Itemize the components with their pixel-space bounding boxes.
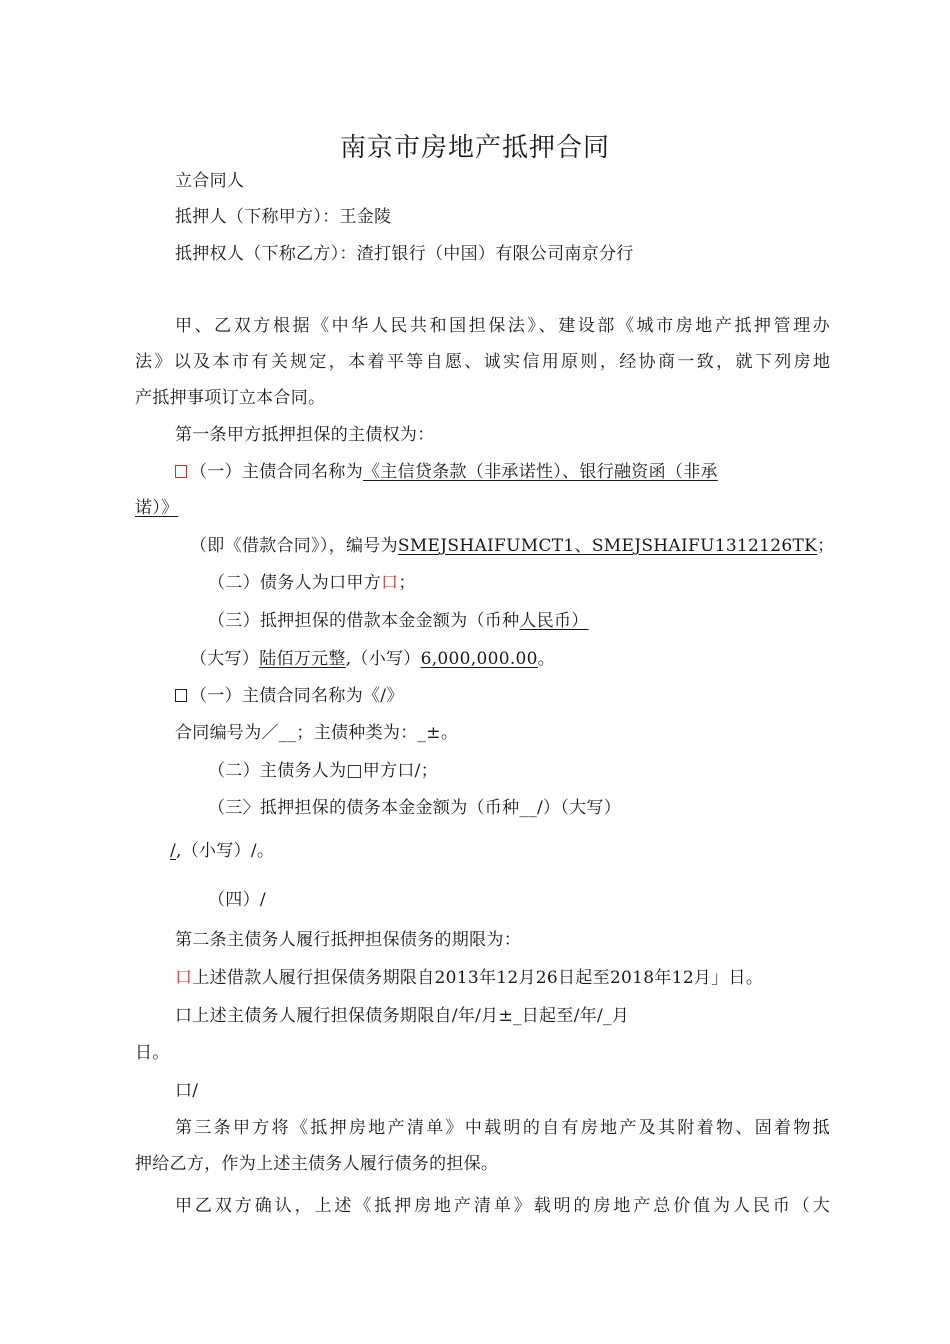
opt2-contract-name: （一）主债合同名称为《/》 bbox=[190, 686, 404, 706]
opt2-upper-blank: / bbox=[170, 841, 177, 861]
article1-opt1-line3 bbox=[190, 535, 834, 557]
article1-opt1-amount-values bbox=[190, 648, 555, 670]
checkbox-icon[interactable] bbox=[175, 689, 187, 702]
opt2-debtor-box: □ bbox=[346, 761, 363, 781]
article1-heading: 第一条甲方抵押担保的主债权为： bbox=[175, 425, 435, 445]
contract-number-suffix: ； bbox=[817, 536, 835, 556]
article3-line3: 甲乙双方确认，上述《抵押房地产清单》载明的房地产总价值为人民币（大 bbox=[175, 1196, 830, 1216]
article1-opt2-line3 bbox=[208, 760, 438, 782]
parties-heading: 立合同人 bbox=[175, 171, 245, 191]
preamble-line-3: 产抵押事项订立本合同。 bbox=[135, 388, 326, 408]
article1-opt2-line6: （四）/ bbox=[208, 890, 266, 910]
article1-opt2-line4: （三〉抵押担保的债务本金金额为（币种__/）（大写） bbox=[208, 798, 622, 818]
article3-line1: 第三条甲方将《抵押房地产清单》中载明的自有房地产及其附着物、固着物抵 bbox=[175, 1118, 830, 1138]
amount-label: （三）抵押担保的借款本金金额为（币种 bbox=[208, 611, 520, 631]
contract-number-label: （即《借款合同》），编号为 bbox=[190, 536, 398, 556]
article2-opt1-text: 上述借款人履行担保债务期限自2013年12月26日起至2018年12月」日。 bbox=[192, 968, 764, 988]
article1-opt1-amount bbox=[208, 610, 589, 632]
preamble-line-1: 甲、乙双方根据《中华人民共和国担保法》、建设部《城市房地产抵押管理办 bbox=[175, 316, 830, 336]
mortgagee-line: 抵押权人（下称乙方）：渣打银行（中国）有限公司南京分行 bbox=[175, 244, 634, 264]
article2-opt3: 口/ bbox=[175, 1081, 199, 1101]
article1-opt1-debtor bbox=[208, 572, 416, 594]
contract-number-value: SMEJSHAIFUMCT1、SMEJSHAIFU1312126TK bbox=[397, 536, 818, 556]
article1-opt2-line5 bbox=[170, 840, 274, 862]
article2-opt1-box[interactable]: 口 bbox=[175, 968, 193, 988]
article1-opt2-line2: 合同编号为／__；主债种类为：_±。 bbox=[175, 723, 459, 743]
debtor-value: 甲方 bbox=[346, 573, 382, 593]
lower-amount-label: ,（小写） bbox=[345, 649, 421, 669]
opt2-debtor-label: （二）主债务人为 bbox=[208, 761, 347, 781]
opt2-lower-amount: ,（小写）/。 bbox=[176, 841, 275, 861]
article1-opt1-line1 bbox=[175, 461, 718, 483]
checkbox-icon[interactable] bbox=[175, 465, 187, 478]
opt2-debtor-rest: 甲方口/； bbox=[362, 761, 439, 781]
article1-opt2-line1 bbox=[175, 685, 404, 707]
article2-heading: 第二条主债务人履行抵押担保债务的期限为： bbox=[175, 930, 521, 950]
article2-opt2-cont: 日。 bbox=[135, 1043, 170, 1063]
preamble-line-2: 法》以及本市有关规定，本着平等自愿、诚实信用原则，经协商一致，就下列房地 bbox=[135, 352, 830, 372]
contract-name-value: 《主信贷条款（非承诺性）、银行融资函（非承 bbox=[363, 462, 718, 482]
upper-amount-label: （大写） bbox=[190, 649, 260, 669]
upper-amount-value: 陆佰万元整 bbox=[259, 649, 346, 669]
article2-opt2: 口上述主债务人履行担保债务期限自/年/月±_日起至/年/_月 bbox=[175, 1006, 630, 1026]
contract-name-label: （一）主债合同名称为 bbox=[190, 462, 363, 482]
article2-opt1 bbox=[175, 967, 763, 989]
contract-name-value-cont: 诺）》 bbox=[135, 498, 179, 518]
lower-amount-suffix: 。 bbox=[537, 649, 556, 669]
debtor-box: 口 bbox=[329, 573, 347, 593]
article3-line2: 押给乙方，作为上述主债务人履行债务的担保。 bbox=[135, 1154, 499, 1174]
lower-amount-value: 6,000,000.00 bbox=[420, 649, 538, 669]
page-title: 南京市房地产抵押合同 bbox=[339, 133, 610, 164]
article1-opt1-line2 bbox=[135, 497, 178, 519]
mortgagor-line: 抵押人（下称甲方）：王金陵 bbox=[175, 207, 392, 227]
debtor-suffix: ； bbox=[398, 573, 416, 593]
debtor-box-red: 口 bbox=[381, 573, 399, 593]
currency-value: 人民币） bbox=[519, 611, 589, 631]
debtor-label: （二）债务人为 bbox=[208, 573, 330, 593]
